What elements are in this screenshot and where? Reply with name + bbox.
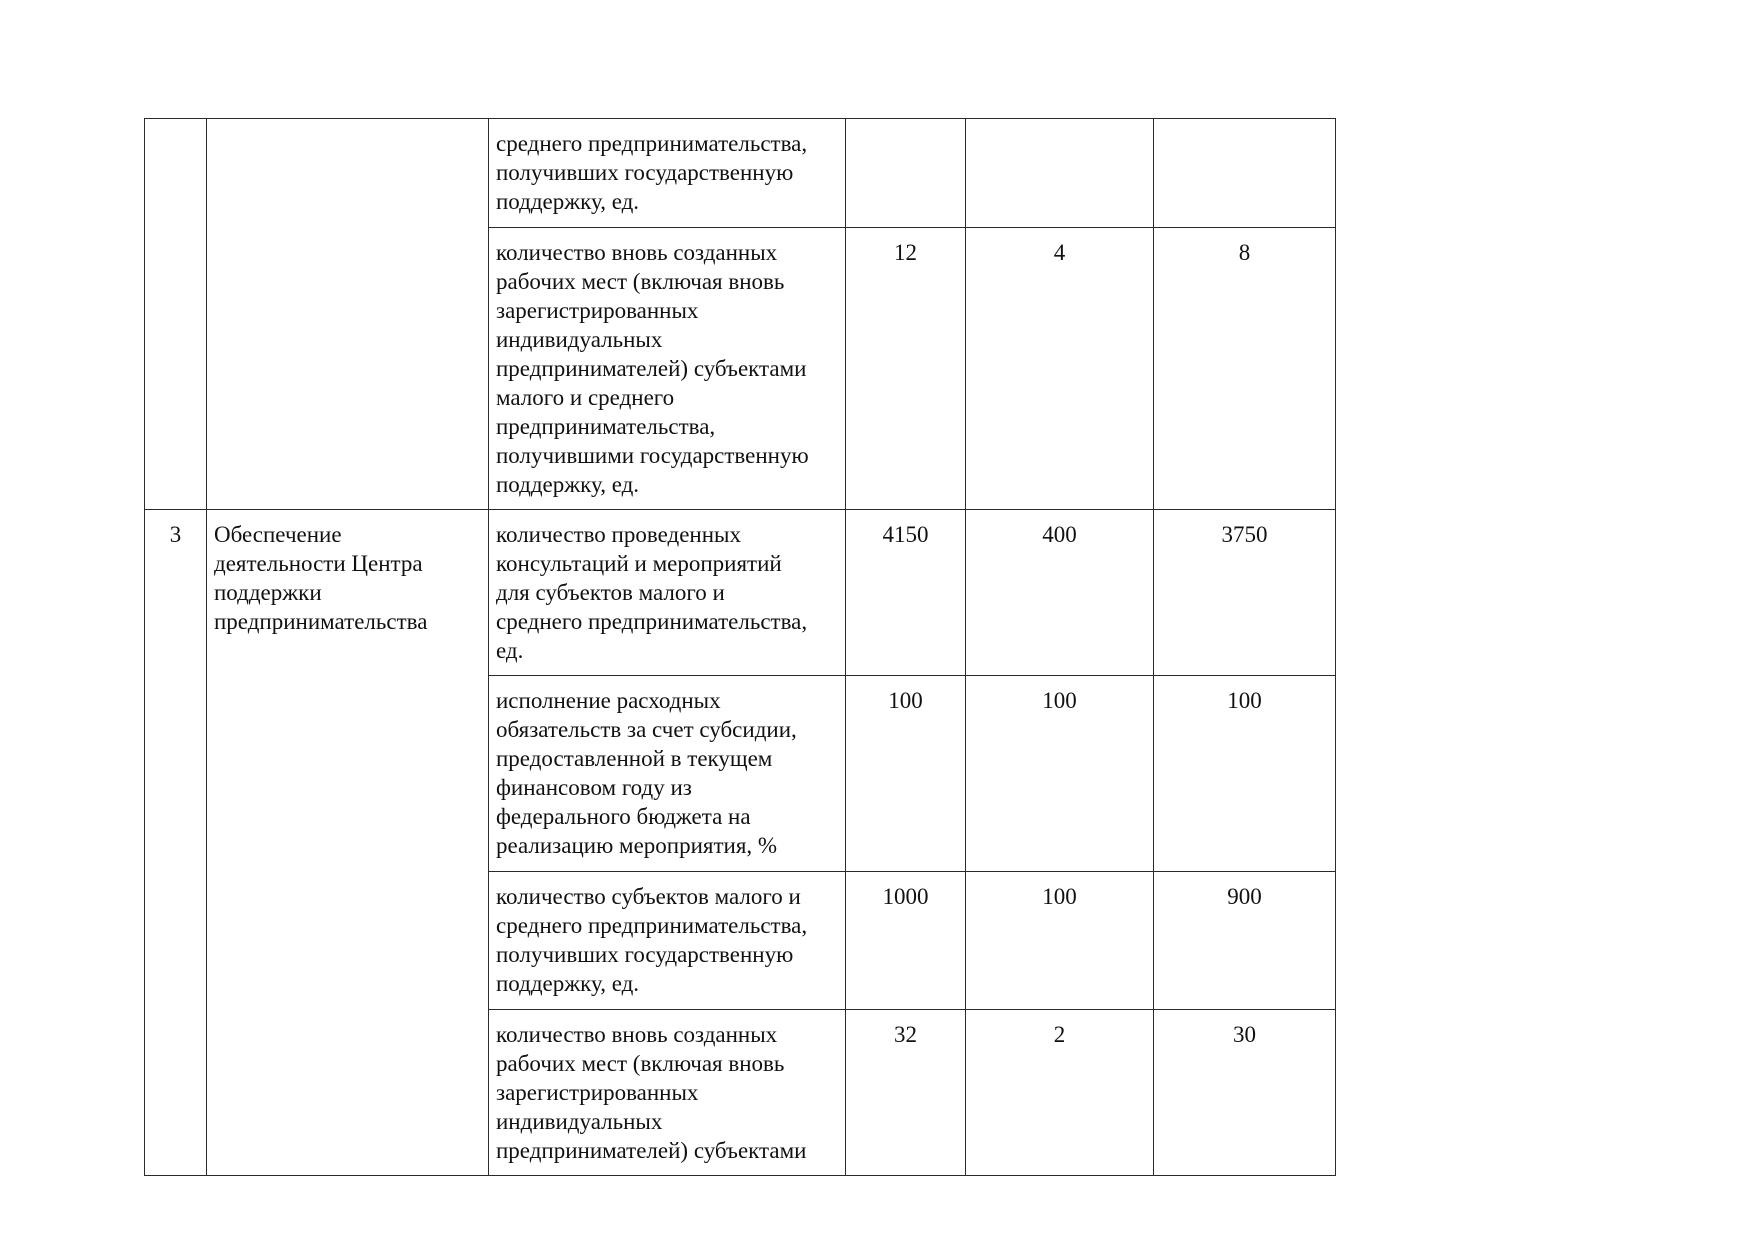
indicator-cell: исполнение расходных обязательств за счет субсидии, предоставленной в текущем финансовом году из федерального бюджета на реализацию мероприятия, % <box>489 676 846 872</box>
value-federal-cell: 100 <box>966 872 1154 1010</box>
value-regional-cell: 3750 <box>1154 510 1336 676</box>
item-number-cell <box>145 119 207 510</box>
value-total-cell <box>846 119 966 228</box>
indicator-cell: количество вновь созданных рабочих мест (включая вновь зарегистрированных индивидуальных предпринимателей) субъектами малого и среднего предпринимательства, получившими государственную поддержку, ед. <box>489 228 846 510</box>
table-row <box>145 510 1336 676</box>
value-federal-cell <box>966 119 1154 228</box>
indicator-cell: среднего предпринимательства, получивших государственную поддержку, ед. <box>489 119 846 228</box>
value-federal-cell: 400 <box>966 510 1154 676</box>
value-regional-cell: 8 <box>1154 228 1336 510</box>
indicator-cell: количество вновь созданных рабочих мест (включая вновь зарегистрированных индивидуальных предпринимателей) субъектами <box>489 1010 846 1176</box>
value-regional-cell: 100 <box>1154 676 1336 872</box>
value-total-cell: 12 <box>846 228 966 510</box>
value-total-cell: 4150 <box>846 510 966 676</box>
indicator-cell: количество проведенных консультаций и мероприятий для субъектов малого и среднего предпринимательства, ед. <box>489 510 846 676</box>
value-federal-cell: 4 <box>966 228 1154 510</box>
value-total-cell: 100 <box>846 676 966 872</box>
value-total-cell: 1000 <box>846 872 966 1010</box>
value-federal-cell: 100 <box>966 676 1154 872</box>
value-regional-cell <box>1154 119 1336 228</box>
value-federal-cell: 2 <box>966 1010 1154 1176</box>
indicator-cell: количество субъектов малого и среднего предпринимательства, получивших государственную поддержку, ед. <box>489 872 846 1010</box>
item-name-cell: Обеспечение деятельности Центра поддержки предпринимательства <box>207 510 489 1176</box>
indicators-table <box>144 118 1336 1176</box>
value-total-cell: 32 <box>846 1010 966 1176</box>
item-name-cell <box>207 119 489 510</box>
item-number-cell: 3 <box>145 510 207 1176</box>
value-regional-cell: 900 <box>1154 872 1336 1010</box>
table-row <box>145 119 1336 228</box>
value-regional-cell: 30 <box>1154 1010 1336 1176</box>
